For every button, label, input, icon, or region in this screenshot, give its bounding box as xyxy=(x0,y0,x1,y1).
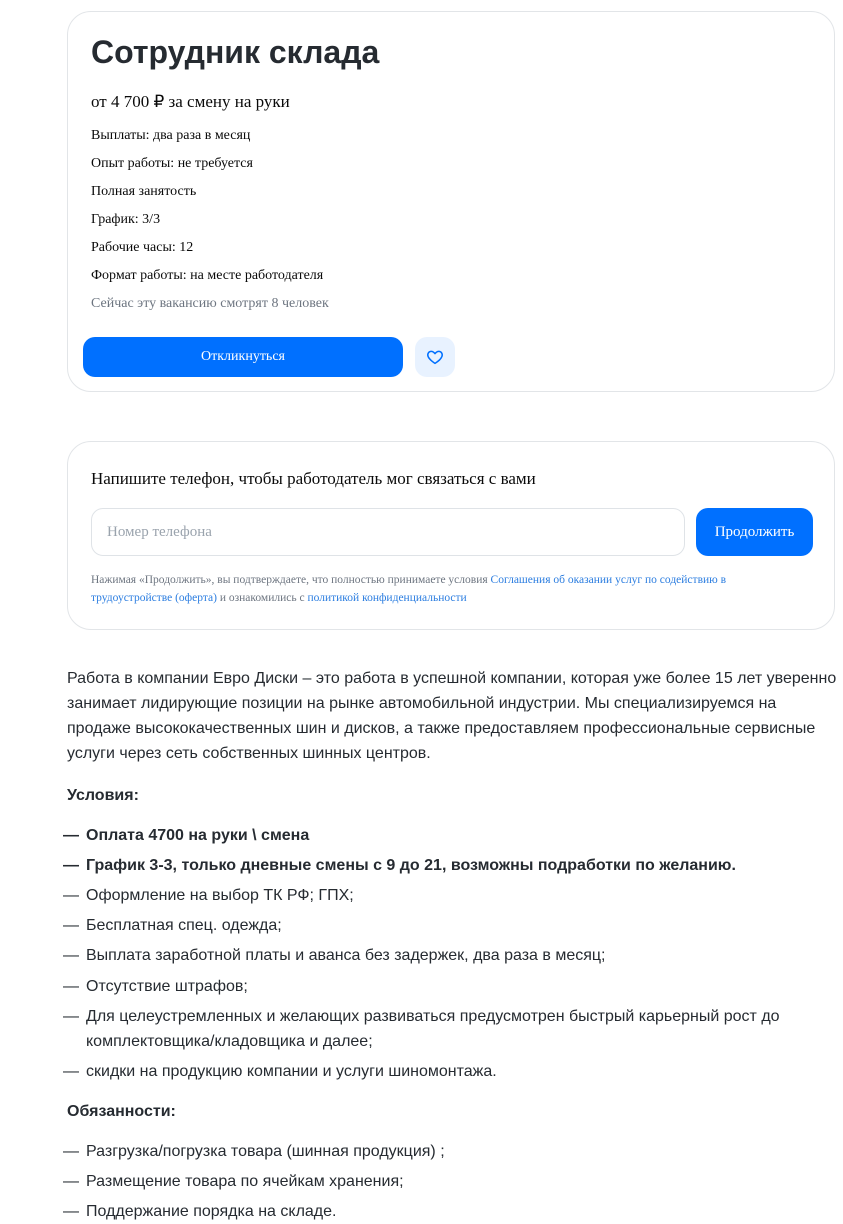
privacy-policy-link[interactable]: политикой конфиденциальности xyxy=(307,592,467,604)
vacancy-salary: от 4 700 ₽ за смену на руки xyxy=(91,92,290,111)
duty-text: Поддержание порядка на складе. xyxy=(86,1203,337,1220)
list-dash: — xyxy=(63,1203,79,1220)
legal-notice xyxy=(91,571,791,607)
phone-form-heading: Напишите телефон, чтобы работодатель мог связаться с вами xyxy=(91,469,536,488)
list-item xyxy=(63,974,823,999)
legal-prefix: Нажимая «Продолжить», вы подтверждаете, что полностью принимаете условия xyxy=(91,574,491,586)
condition-text: Бесплатная спец. одежда; xyxy=(86,917,282,934)
condition-text: Выплата заработной платы и аванса без задержек, два раза в месяц; xyxy=(86,947,606,964)
condition-text: График 3-3, только дневные смены с 9 до 21, возможны подработки по желанию. xyxy=(86,857,736,874)
list-item xyxy=(63,1059,823,1084)
condition-text: Для целеустремленных и желающих развиваться предусмотрен быстрый карьерный рост до комплектовщика/кладовщика и далее; xyxy=(86,1008,780,1050)
condition-text: Отсутствие штрафов; xyxy=(86,978,248,995)
phone-form-card xyxy=(67,441,835,630)
list-dash: — xyxy=(63,978,79,995)
offer-agreement-link[interactable]: Соглашения об оказании услуг по содействию в трудоустройстве (оферта) xyxy=(91,574,727,604)
legal-middle: и ознакомились с xyxy=(216,592,308,604)
list-dash: — xyxy=(63,1008,79,1025)
list-item xyxy=(63,1004,803,1054)
company-description: Работа в компании Евро Диски – это работа в успешной компании, которая уже более 15 лет уверенно занимает лидирующие позиции на рынке автомобильной индустрии. Мы специализируемся на продаже высококачественных шин и дисков, а также предоставляем профессиональные сервисные услуги через сеть собственных шинных центров. xyxy=(67,670,837,762)
vacancy-viewers: Сейчас эту вакансию смотрят 8 человек xyxy=(91,296,329,311)
condition-text: Оформление на выбор ТК РФ; ГПХ; xyxy=(86,887,354,904)
list-dash: — xyxy=(63,1063,79,1080)
vacancy-title: Сотрудник склада xyxy=(91,34,380,70)
phone-input[interactable] xyxy=(91,508,685,556)
vacancy-hours: Рабочие часы: 12 xyxy=(91,240,194,255)
condition-text: Оплата 4700 на руки \ смена xyxy=(86,827,310,844)
condition-text: скидки на продукцию компании и услуги шиномонтажа. xyxy=(86,1063,497,1080)
vacancy-payouts: Выплаты: два раза в месяц xyxy=(91,128,251,143)
vacancy-card xyxy=(67,11,835,392)
duties-title: Обязанности: xyxy=(67,1103,176,1120)
list-dash: — xyxy=(63,917,79,934)
list-dash: — xyxy=(63,857,79,874)
conditions-title: Условия: xyxy=(67,787,139,804)
list-item xyxy=(63,823,823,848)
list-item xyxy=(63,853,823,878)
duty-text: Разгрузка/погрузка товара (шинная продукция) ; xyxy=(86,1143,445,1160)
vacancy-experience: Опыт работы: не требуется xyxy=(91,156,253,171)
list-item xyxy=(63,1199,823,1224)
list-dash: — xyxy=(63,947,79,964)
list-dash: — xyxy=(63,1143,79,1160)
duty-text: Размещение товара по ячейкам хранения; xyxy=(86,1173,404,1190)
apply-button[interactable]: Откликнуться xyxy=(83,337,403,377)
vacancy-employment: Полная занятость xyxy=(91,184,197,199)
list-item xyxy=(63,913,823,938)
list-dash: — xyxy=(63,827,79,844)
list-item xyxy=(63,883,823,908)
vacancy-work-format: Формат работы: на месте работодателя xyxy=(91,268,324,283)
favorite-button[interactable] xyxy=(415,337,455,377)
list-item xyxy=(63,1139,823,1164)
list-dash: — xyxy=(63,887,79,904)
continue-button[interactable]: Продолжить xyxy=(696,508,813,556)
list-item xyxy=(63,943,823,968)
list-dash: — xyxy=(63,1173,79,1190)
vacancy-schedule: График: 3/3 xyxy=(91,212,161,227)
heart-icon xyxy=(426,348,444,366)
list-item xyxy=(63,1169,823,1194)
